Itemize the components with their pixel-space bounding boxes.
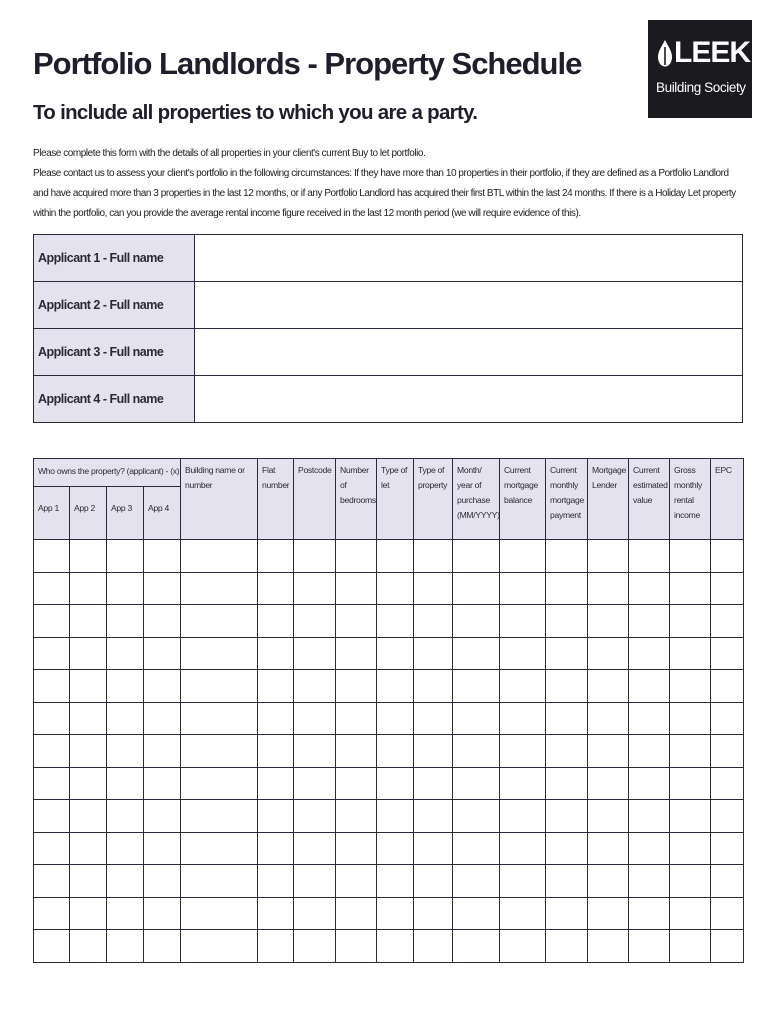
table-cell[interactable] bbox=[34, 767, 70, 800]
table-cell[interactable] bbox=[336, 702, 377, 735]
column-header: Current mortgage balance bbox=[500, 459, 546, 540]
table-cell[interactable] bbox=[107, 832, 144, 865]
table-cell[interactable] bbox=[70, 605, 107, 638]
table-cell[interactable] bbox=[181, 702, 258, 735]
table-cell[interactable] bbox=[144, 540, 181, 573]
table-cell[interactable] bbox=[377, 832, 414, 865]
applicant-row bbox=[34, 235, 743, 282]
table-cell[interactable] bbox=[453, 605, 500, 638]
table-cell[interactable] bbox=[453, 670, 500, 703]
table-cell[interactable] bbox=[144, 670, 181, 703]
table-cell[interactable] bbox=[711, 670, 744, 703]
table-cell[interactable] bbox=[377, 637, 414, 670]
column-header: Mortgage Lender bbox=[588, 459, 629, 540]
table-cell[interactable] bbox=[70, 832, 107, 865]
table-cell[interactable] bbox=[500, 670, 546, 703]
table-cell[interactable] bbox=[34, 572, 70, 605]
column-header: Postcode bbox=[294, 459, 336, 540]
table-cell[interactable] bbox=[500, 637, 546, 670]
table-cell[interactable] bbox=[107, 735, 144, 768]
column-header: Building name or number bbox=[181, 459, 258, 540]
table-cell[interactable] bbox=[107, 572, 144, 605]
table-cell[interactable] bbox=[336, 670, 377, 703]
column-header: Number of bedrooms bbox=[336, 459, 377, 540]
column-header: Month/ year of purchase (MM/YYYY) bbox=[453, 459, 500, 540]
table-cell[interactable] bbox=[258, 832, 294, 865]
applicant-label: Applicant 4 - Full name bbox=[34, 376, 195, 423]
table-cell[interactable] bbox=[588, 637, 629, 670]
table-cell[interactable] bbox=[629, 605, 670, 638]
table-cell[interactable] bbox=[670, 930, 711, 963]
table-cell[interactable] bbox=[377, 572, 414, 605]
table-cell[interactable] bbox=[546, 735, 588, 768]
table-cell[interactable] bbox=[414, 540, 453, 573]
table-row bbox=[34, 540, 744, 573]
table-cell[interactable] bbox=[414, 930, 453, 963]
table-cell[interactable] bbox=[336, 540, 377, 573]
table-cell[interactable] bbox=[546, 767, 588, 800]
table-cell[interactable] bbox=[711, 572, 744, 605]
table-cell[interactable] bbox=[70, 767, 107, 800]
table-cell[interactable] bbox=[500, 865, 546, 898]
table-cell[interactable] bbox=[144, 897, 181, 930]
table-cell[interactable] bbox=[629, 670, 670, 703]
table-cell[interactable] bbox=[546, 540, 588, 573]
table-cell[interactable] bbox=[144, 735, 181, 768]
table-cell[interactable] bbox=[144, 572, 181, 605]
table-cell[interactable] bbox=[629, 735, 670, 768]
table-cell[interactable] bbox=[181, 897, 258, 930]
table-cell[interactable] bbox=[258, 800, 294, 833]
table-cell[interactable] bbox=[336, 897, 377, 930]
table-cell[interactable] bbox=[258, 637, 294, 670]
table-cell[interactable] bbox=[34, 800, 70, 833]
table-cell[interactable] bbox=[70, 637, 107, 670]
table-cell[interactable] bbox=[670, 572, 711, 605]
table-cell[interactable] bbox=[500, 735, 546, 768]
table-cell[interactable] bbox=[294, 865, 336, 898]
applicant-label: Applicant 2 - Full name bbox=[34, 282, 195, 329]
table-cell[interactable] bbox=[588, 572, 629, 605]
table-cell[interactable] bbox=[34, 897, 70, 930]
table-cell[interactable] bbox=[629, 767, 670, 800]
intro-instructions: Please complete this form with the details of all properties in your client's current Buy to let portfolio. bbox=[33, 148, 426, 159]
property-schedule-table bbox=[33, 458, 744, 963]
table-cell[interactable] bbox=[453, 735, 500, 768]
table-cell[interactable] bbox=[670, 637, 711, 670]
table-cell[interactable] bbox=[336, 767, 377, 800]
table-cell[interactable] bbox=[34, 605, 70, 638]
column-header: Type of let bbox=[377, 459, 414, 540]
table-cell[interactable] bbox=[70, 540, 107, 573]
table-cell[interactable] bbox=[711, 637, 744, 670]
table-cell[interactable] bbox=[258, 767, 294, 800]
table-cell[interactable] bbox=[629, 572, 670, 605]
column-header: Current estimated value bbox=[629, 459, 670, 540]
table-cell[interactable] bbox=[107, 897, 144, 930]
table-row bbox=[34, 670, 744, 703]
table-cell[interactable] bbox=[414, 637, 453, 670]
table-row bbox=[34, 702, 744, 735]
owner-header: Who owns the property? (applicant) - (x) bbox=[34, 459, 181, 487]
applicant-row bbox=[34, 329, 743, 376]
table-cell[interactable] bbox=[414, 735, 453, 768]
column-header: EPC bbox=[711, 459, 744, 540]
table-cell[interactable] bbox=[70, 702, 107, 735]
table-cell[interactable] bbox=[294, 767, 336, 800]
table-cell[interactable] bbox=[70, 572, 107, 605]
table-cell[interactable] bbox=[107, 637, 144, 670]
table-cell[interactable] bbox=[546, 670, 588, 703]
table-cell[interactable] bbox=[377, 670, 414, 703]
table-cell[interactable] bbox=[414, 605, 453, 638]
table-cell[interactable] bbox=[336, 605, 377, 638]
table-cell[interactable] bbox=[629, 702, 670, 735]
app-header: App 2 bbox=[70, 487, 107, 540]
table-cell[interactable] bbox=[377, 605, 414, 638]
table-cell[interactable] bbox=[588, 605, 629, 638]
table-cell[interactable] bbox=[546, 702, 588, 735]
table-cell[interactable] bbox=[546, 832, 588, 865]
table-cell[interactable] bbox=[294, 735, 336, 768]
table-cell[interactable] bbox=[453, 702, 500, 735]
table-cell[interactable] bbox=[629, 637, 670, 670]
table-cell[interactable] bbox=[588, 897, 629, 930]
table-cell[interactable] bbox=[336, 735, 377, 768]
table-cell[interactable] bbox=[34, 670, 70, 703]
table-cell[interactable] bbox=[711, 702, 744, 735]
table-cell[interactable] bbox=[670, 865, 711, 898]
table-cell[interactable] bbox=[258, 897, 294, 930]
table-cell[interactable] bbox=[546, 897, 588, 930]
table-cell[interactable] bbox=[546, 865, 588, 898]
table-cell[interactable] bbox=[181, 865, 258, 898]
column-header: Gross monthly rental income bbox=[670, 459, 711, 540]
table-row bbox=[34, 897, 744, 930]
table-cell[interactable] bbox=[670, 767, 711, 800]
table-cell[interactable] bbox=[546, 800, 588, 833]
table-cell[interactable] bbox=[711, 605, 744, 638]
table-cell[interactable] bbox=[414, 702, 453, 735]
table-cell[interactable] bbox=[377, 767, 414, 800]
app-header: App 1 bbox=[34, 487, 70, 540]
applicant-label: Applicant 1 - Full name bbox=[34, 235, 195, 282]
table-cell[interactable] bbox=[258, 930, 294, 963]
table-cell[interactable] bbox=[546, 637, 588, 670]
table-cell[interactable] bbox=[500, 897, 546, 930]
table-row bbox=[34, 735, 744, 768]
table-row bbox=[34, 767, 744, 800]
app-header: App 4 bbox=[144, 487, 181, 540]
table-cell[interactable] bbox=[453, 540, 500, 573]
applicant-row bbox=[34, 376, 743, 423]
table-cell[interactable] bbox=[414, 800, 453, 833]
table-cell[interactable] bbox=[500, 605, 546, 638]
table-cell[interactable] bbox=[377, 897, 414, 930]
table-cell[interactable] bbox=[336, 800, 377, 833]
app-header: App 3 bbox=[107, 487, 144, 540]
table-cell[interactable] bbox=[546, 930, 588, 963]
table-cell[interactable] bbox=[294, 670, 336, 703]
table-cell[interactable] bbox=[711, 767, 744, 800]
table-cell[interactable] bbox=[34, 540, 70, 573]
table-cell[interactable] bbox=[107, 540, 144, 573]
table-cell[interactable] bbox=[107, 767, 144, 800]
table-cell[interactable] bbox=[500, 572, 546, 605]
applicant-label: Applicant 3 - Full name bbox=[34, 329, 195, 376]
table-cell[interactable] bbox=[711, 735, 744, 768]
table-cell[interactable] bbox=[588, 540, 629, 573]
column-header: Flat number bbox=[258, 459, 294, 540]
table-cell[interactable] bbox=[629, 865, 670, 898]
table-cell[interactable] bbox=[258, 865, 294, 898]
table-cell[interactable] bbox=[546, 605, 588, 638]
table-cell[interactable] bbox=[453, 930, 500, 963]
table-cell[interactable] bbox=[294, 800, 336, 833]
table-row bbox=[34, 800, 744, 833]
table-row bbox=[34, 572, 744, 605]
table-cell[interactable] bbox=[107, 605, 144, 638]
table-cell[interactable] bbox=[500, 540, 546, 573]
table-cell[interactable] bbox=[629, 897, 670, 930]
table-cell[interactable] bbox=[711, 800, 744, 833]
intro-circumstances: Please contact us to assess your client's portfolio in the following circumstances: If they have more than 10 properties in their portfolio, if they are defined as a Portfolio Landlord and have acquired more than 3 properties in the last 12 months, or if any Portfolio Landlord has acquired their first BTL within the last 24 months. If there is a Holiday Let property within the portfolio, can you provide the average rental income figure received in the last 12 month period (we will require evidence of this). bbox=[33, 168, 736, 219]
table-cell[interactable] bbox=[181, 832, 258, 865]
table-cell[interactable] bbox=[500, 832, 546, 865]
table-cell[interactable] bbox=[670, 702, 711, 735]
table-cell[interactable] bbox=[144, 865, 181, 898]
table-cell[interactable] bbox=[294, 832, 336, 865]
table-cell[interactable] bbox=[377, 865, 414, 898]
applicant-1-name-field[interactable] bbox=[195, 235, 743, 282]
table-cell[interactable] bbox=[453, 637, 500, 670]
table-cell[interactable] bbox=[414, 865, 453, 898]
table-cell[interactable] bbox=[588, 800, 629, 833]
table-cell[interactable] bbox=[670, 735, 711, 768]
table-cell[interactable] bbox=[294, 637, 336, 670]
table-cell[interactable] bbox=[500, 702, 546, 735]
table-cell[interactable] bbox=[629, 832, 670, 865]
table-cell[interactable] bbox=[107, 800, 144, 833]
table-cell[interactable] bbox=[70, 735, 107, 768]
logo-tagline: Building Society bbox=[656, 80, 746, 95]
table-cell[interactable] bbox=[336, 572, 377, 605]
leek-logo bbox=[648, 20, 752, 118]
table-cell[interactable] bbox=[588, 930, 629, 963]
table-cell[interactable] bbox=[70, 865, 107, 898]
table-cell[interactable] bbox=[377, 735, 414, 768]
table-cell[interactable] bbox=[294, 930, 336, 963]
table-cell[interactable] bbox=[181, 670, 258, 703]
table-cell[interactable] bbox=[181, 735, 258, 768]
table-cell[interactable] bbox=[258, 670, 294, 703]
table-row bbox=[34, 637, 744, 670]
table-cell[interactable] bbox=[670, 832, 711, 865]
table-cell[interactable] bbox=[414, 832, 453, 865]
table-cell[interactable] bbox=[181, 572, 258, 605]
column-header: Type of property bbox=[414, 459, 453, 540]
table-cell[interactable] bbox=[377, 930, 414, 963]
table-cell[interactable] bbox=[588, 865, 629, 898]
table-cell[interactable] bbox=[670, 800, 711, 833]
table-cell[interactable] bbox=[144, 767, 181, 800]
table-cell[interactable] bbox=[453, 572, 500, 605]
table-cell[interactable] bbox=[181, 930, 258, 963]
table-cell[interactable] bbox=[453, 865, 500, 898]
table-row bbox=[34, 832, 744, 865]
applicants-table bbox=[33, 234, 743, 423]
table-cell[interactable] bbox=[70, 800, 107, 833]
table-cell[interactable] bbox=[294, 702, 336, 735]
applicant-4-name-field[interactable] bbox=[195, 376, 743, 423]
table-cell[interactable] bbox=[414, 897, 453, 930]
table-cell[interactable] bbox=[107, 702, 144, 735]
table-cell[interactable] bbox=[629, 800, 670, 833]
table-cell[interactable] bbox=[453, 767, 500, 800]
table-cell[interactable] bbox=[294, 605, 336, 638]
table-cell[interactable] bbox=[711, 865, 744, 898]
table-cell[interactable] bbox=[294, 540, 336, 573]
table-cell[interactable] bbox=[181, 800, 258, 833]
page-title: Portfolio Landlords - Property Schedule bbox=[33, 46, 582, 81]
leek-drop-icon bbox=[657, 40, 673, 67]
table-cell[interactable] bbox=[500, 800, 546, 833]
table-cell[interactable] bbox=[107, 930, 144, 963]
table-cell[interactable] bbox=[336, 930, 377, 963]
table-cell[interactable] bbox=[70, 670, 107, 703]
table-cell[interactable] bbox=[670, 540, 711, 573]
table-cell[interactable] bbox=[34, 930, 70, 963]
table-cell[interactable] bbox=[414, 670, 453, 703]
table-cell[interactable] bbox=[144, 832, 181, 865]
table-cell[interactable] bbox=[181, 767, 258, 800]
table-cell[interactable] bbox=[107, 670, 144, 703]
table-cell[interactable] bbox=[377, 540, 414, 573]
table-cell[interactable] bbox=[588, 767, 629, 800]
table-row bbox=[34, 865, 744, 898]
table-cell[interactable] bbox=[181, 605, 258, 638]
table-cell[interactable] bbox=[144, 800, 181, 833]
table-cell[interactable] bbox=[414, 572, 453, 605]
table-cell[interactable] bbox=[34, 865, 70, 898]
column-header: Current monthly mortgage payment bbox=[546, 459, 588, 540]
table-cell[interactable] bbox=[377, 702, 414, 735]
table-cell[interactable] bbox=[588, 702, 629, 735]
table-cell[interactable] bbox=[294, 572, 336, 605]
table-cell[interactable] bbox=[34, 637, 70, 670]
table-cell[interactable] bbox=[34, 735, 70, 768]
table-cell[interactable] bbox=[500, 930, 546, 963]
table-cell[interactable] bbox=[453, 897, 500, 930]
table-cell[interactable] bbox=[258, 605, 294, 638]
table-cell[interactable] bbox=[588, 735, 629, 768]
table-row bbox=[34, 930, 744, 963]
table-cell[interactable] bbox=[377, 800, 414, 833]
table-cell[interactable] bbox=[258, 572, 294, 605]
table-cell[interactable] bbox=[336, 865, 377, 898]
applicant-row bbox=[34, 282, 743, 329]
applicant-3-name-field[interactable] bbox=[195, 329, 743, 376]
table-cell[interactable] bbox=[70, 897, 107, 930]
table-cell[interactable] bbox=[414, 767, 453, 800]
table-cell[interactable] bbox=[181, 637, 258, 670]
table-cell[interactable] bbox=[711, 832, 744, 865]
table-cell[interactable] bbox=[670, 897, 711, 930]
table-cell[interactable] bbox=[258, 735, 294, 768]
table-cell[interactable] bbox=[144, 702, 181, 735]
table-cell[interactable] bbox=[588, 670, 629, 703]
table-cell[interactable] bbox=[453, 832, 500, 865]
page-subtitle: To include all properties to which you are a party. bbox=[33, 101, 478, 124]
table-cell[interactable] bbox=[70, 930, 107, 963]
table-cell[interactable] bbox=[107, 865, 144, 898]
table-cell[interactable] bbox=[34, 702, 70, 735]
table-cell[interactable] bbox=[258, 702, 294, 735]
table-row bbox=[34, 605, 744, 638]
table-cell[interactable] bbox=[500, 767, 546, 800]
table-cell[interactable] bbox=[629, 540, 670, 573]
logo-brand: LEEK bbox=[674, 36, 751, 69]
table-cell[interactable] bbox=[629, 930, 670, 963]
applicant-2-name-field[interactable] bbox=[195, 282, 743, 329]
table-cell[interactable] bbox=[144, 605, 181, 638]
table-cell[interactable] bbox=[294, 897, 336, 930]
table-cell[interactable] bbox=[336, 832, 377, 865]
table-cell[interactable] bbox=[588, 832, 629, 865]
table-cell[interactable] bbox=[670, 605, 711, 638]
table-cell[interactable] bbox=[258, 540, 294, 573]
table-cell[interactable] bbox=[453, 800, 500, 833]
table-cell[interactable] bbox=[670, 670, 711, 703]
table-cell[interactable] bbox=[34, 832, 70, 865]
table-cell[interactable] bbox=[181, 540, 258, 573]
table-cell[interactable] bbox=[144, 930, 181, 963]
table-cell[interactable] bbox=[336, 637, 377, 670]
table-cell[interactable] bbox=[711, 540, 744, 573]
table-cell[interactable] bbox=[711, 897, 744, 930]
table-cell[interactable] bbox=[546, 572, 588, 605]
table-cell[interactable] bbox=[144, 637, 181, 670]
table-cell[interactable] bbox=[711, 930, 744, 963]
